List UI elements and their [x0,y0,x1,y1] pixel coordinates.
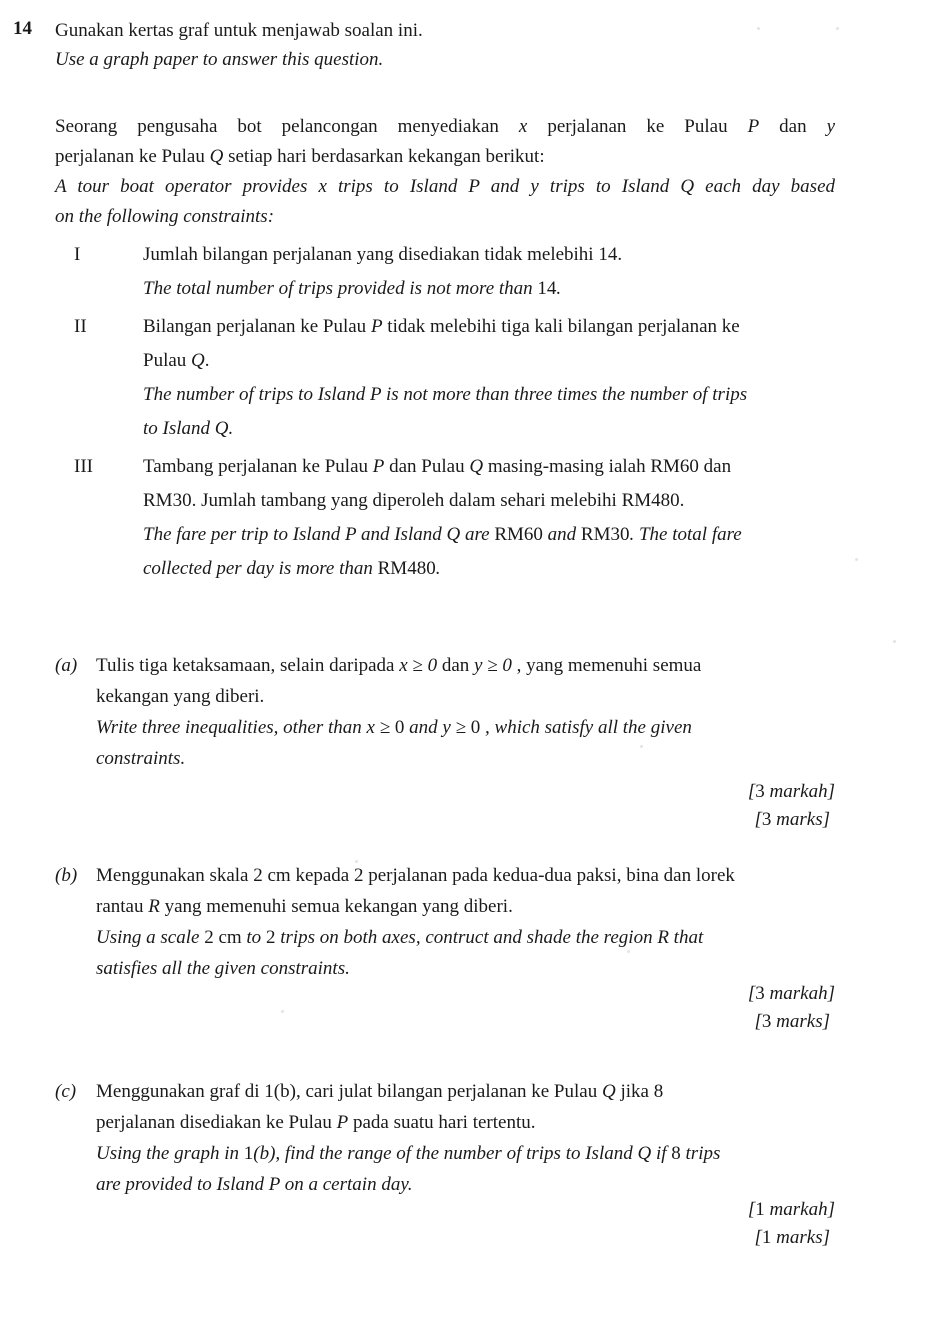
part-b-marks [0,980,930,1036]
constraint-3-my-line-2: RM30. Jumlah tambang yang diperoleh dalam sehari melebihi RM480. [143,490,685,511]
intro-en-line-1: A tour boat operator provides x trips to Island P and y trips to Island Q each day based [55,176,835,197]
constraint-1-en: The total number of trips provided is not more than 14. [143,278,562,299]
constraint-item-2 [0,310,930,446]
constraint-2-my-line-2: Pulau Q. [143,350,210,371]
scan-speck [893,640,896,643]
constraint-3-en-line-1: The fare per trip to Island P and Island Q are RM60 and RM30. The total fare [143,524,742,545]
constraint-label-1: I [74,244,81,265]
part-c-marks [0,1196,930,1252]
scan-speck [757,27,760,30]
question-number: 14 [13,18,32,39]
constraint-1-my: Jumlah bilangan perjalanan yang disediakan tidak melebihi 14. [143,244,623,265]
constraint-3-en-line-2: collected per day is more than RM480. [143,558,441,579]
intro-my-line-2: perjalanan ke Pulau Q setiap hari berdasarkan kekangan berikut: [55,146,545,167]
part-b-my-line-2: rantau R yang memenuhi semua kekangan yang diberi. [96,896,513,917]
part-a-en-line-2: constraints. [96,748,186,769]
constraint-item-1 [0,238,930,306]
intro-my-line-1: Seorang pengusaha bot pelancongan menyediakan x perjalanan ke Pulau P dan y [55,116,835,137]
part-a-body [96,650,836,774]
part-b-marks-en: [3 marks] [754,1011,830,1032]
part-b-marks-my: [3 markah] [747,983,835,1004]
question-part-a [0,650,930,774]
intro-en-line-2: on the following constraints: [55,206,275,227]
constraint-2-my-line-1: Bilangan perjalanan ke Pulau P tidak melebihi tiga kali bilangan perjalanan ke [143,316,740,337]
question-heading [55,16,835,74]
part-a-marks-my: [3 markah] [747,781,835,802]
part-c-my-line-1: Menggunakan graf di 1(b), cari julat bilangan perjalanan ke Pulau Q jika 8 [96,1081,664,1102]
question-part-b [0,860,930,984]
question-instruction-en: Use a graph paper to answer this question. [55,49,384,70]
part-c-marks-my: [1 markah] [747,1199,835,1220]
part-a-marks-en: [3 marks] [754,809,830,830]
part-c-en-line-2: are provided to Island P on a certain day. [96,1174,413,1195]
constraint-body-1 [143,238,836,306]
scan-speck [640,745,643,748]
part-b-body [96,860,836,984]
part-c-my-line-2: perjalanan disediakan ke Pulau P pada suatu hari tertentu. [96,1112,536,1133]
scan-speck [281,1010,284,1013]
constraint-2-en-line-2: to Island Q. [143,418,234,439]
part-a-my-line-2: kekangan yang diberi. [96,686,265,707]
part-c-body [96,1076,836,1200]
scan-speck [855,558,858,561]
constraint-label-3: III [74,456,93,477]
scan-speck [627,950,630,953]
part-c-marks-en: [1 marks] [754,1227,830,1248]
part-b-my-line-1: Menggunakan skala 2 cm kepada 2 perjalanan pada kedua-dua paksi, bina dan lorek [96,865,735,886]
constraint-3-my-line-1: Tambang perjalanan ke Pulau P dan Pulau Q masing-masing ialah RM60 dan [143,456,732,477]
constraint-body-2 [143,310,836,446]
constraint-item-3 [0,450,930,586]
constraint-body-3 [143,450,836,586]
scan-speck [355,860,358,863]
intro-paragraph [55,112,835,232]
part-c-letter: (c) [55,1081,77,1102]
part-c-en-line-1: Using the graph in 1(b), find the range of the number of trips to Island Q if 8 trips [96,1143,721,1164]
part-a-marks [0,778,930,834]
part-b-en-line-2: satisfies all the given constraints. [96,958,350,979]
constraint-2-en-line-1: The number of trips to Island P is not more than three times the number of trips [143,384,748,405]
question-instruction-my: Gunakan kertas graf untuk menjawab soalan ini. [55,20,423,41]
question-part-c [0,1076,930,1200]
part-b-en-line-1: Using a scale 2 cm to 2 trips on both axes, contruct and shade the region R that [96,927,704,948]
part-a-letter: (a) [55,655,78,676]
constraint-list [0,238,930,590]
constraint-label-2: II [74,316,87,337]
part-a-en-line-1: Write three inequalities, other than x ≥ 0 and y ≥ 0 , which satisfy all the given [96,717,692,738]
part-b-letter: (b) [55,865,78,886]
scan-speck [836,27,839,30]
part-a-my-line-1: Tulis tiga ketaksamaan, selain daripada x ≥ 0 dan y ≥ 0 , yang memenuhi semua [96,655,702,676]
